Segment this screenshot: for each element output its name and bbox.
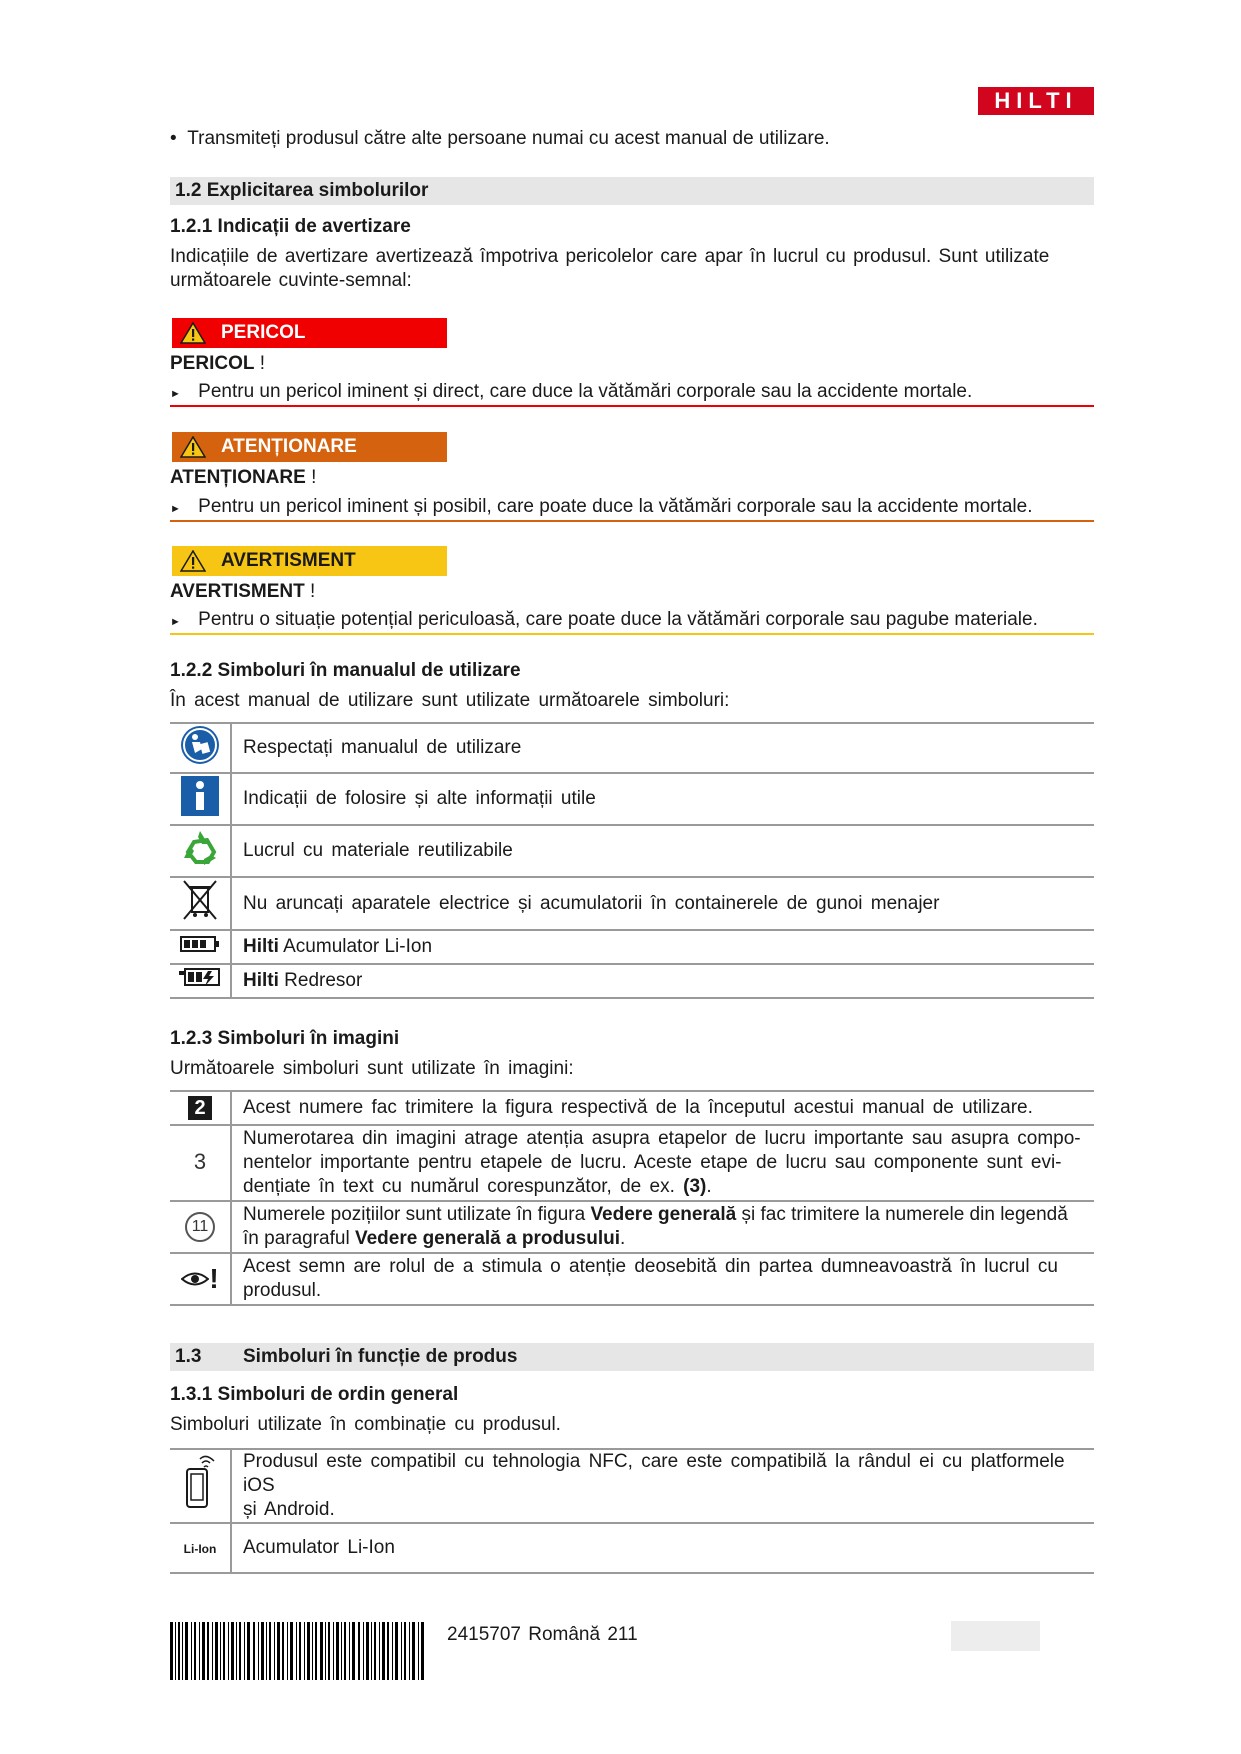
text-fragment: .	[706, 1176, 712, 1197]
text-line	[243, 1175, 1094, 1199]
position-number-icon: 11	[185, 1212, 215, 1242]
table-row	[170, 964, 1094, 998]
section-1-2-3-intro: Următoarele simboluri sunt utilizate în imagini:	[170, 1058, 574, 1079]
table-row	[170, 1091, 1094, 1125]
symbol-cell	[170, 1253, 231, 1305]
barcode	[170, 1622, 424, 1680]
warning-heading-suffix: !	[305, 467, 317, 488]
text-line: Produsul este compatibil cu tehnologia NFC, care este compatibilă la rândul ei cu platformele iOS	[243, 1451, 1065, 1496]
symbol-description: Nu aruncați aparatele electrice și acumulatorii în containerele de gunoi menajer	[231, 877, 1094, 930]
arrow-bullet-icon: ►	[170, 616, 181, 628]
text-fragment-bold: Vedere generală	[590, 1204, 737, 1225]
arrow-bullet-icon: ►	[170, 388, 181, 400]
warning-heading	[170, 466, 316, 490]
symbol-description: Acumulator Li-Ion	[231, 1523, 1094, 1573]
text-fragment: în paragraful	[243, 1228, 355, 1249]
table-row	[170, 723, 1094, 773]
danger-description	[170, 380, 972, 406]
danger-label-bar	[172, 318, 447, 348]
charger-icon	[178, 967, 222, 989]
symbol-cell	[170, 825, 231, 877]
table-row	[170, 1523, 1094, 1573]
section-1-2-1-line2: următoarele cuvinte-semnal:	[170, 270, 412, 291]
danger-heading-suffix: !	[254, 353, 266, 374]
caution-heading-suffix: !	[304, 581, 316, 602]
caution-text: Pentru o situație potențial periculoasă, care poate duce la vătămări corporale sau pagube materiale.	[198, 609, 1038, 630]
text-line: produsul.	[243, 1280, 322, 1301]
step-number-icon: 3	[193, 1149, 207, 1174]
text-line: Numerotarea din imagini atrage atenția asupra etapelor de lucru importante sau asupra compo-	[243, 1128, 1081, 1149]
table-row	[170, 773, 1094, 825]
symbol-cell	[170, 1523, 231, 1573]
recycle-icon	[180, 828, 220, 868]
symbol-description	[231, 964, 1094, 998]
section-1-2-1-line1: Indicațiile de avertizare avertizează împotriva pericolelor care apar în lucrul cu produsul. Sunt utilizate	[170, 246, 1050, 267]
warning-heading-word: ATENȚIONARE	[170, 467, 306, 488]
table-row	[170, 877, 1094, 930]
symbol-cell	[170, 1201, 231, 1253]
symbol-description	[231, 1449, 1094, 1523]
text-line	[243, 1203, 1094, 1227]
figure-number-icon: 2	[188, 1096, 212, 1120]
crossed-bin-icon	[181, 878, 219, 922]
attention-eye-icon	[181, 1270, 209, 1288]
text-line: Acest semn are rolul de a stimula o atenție deosebită din partea dumneavoastră în lucrul cu	[243, 1256, 1058, 1277]
symbol-description	[231, 930, 1094, 964]
symbol-cell	[170, 1091, 231, 1125]
table-row	[170, 930, 1094, 964]
warning-label: ATENȚIONARE	[221, 436, 357, 457]
image-symbols-table	[170, 1090, 1094, 1306]
danger-heading	[170, 352, 265, 376]
intro-bullet-text: Transmiteți produsul către alte persoane numai cu acest manual de utilizare.	[187, 128, 830, 149]
warning-triangle-icon	[180, 436, 206, 458]
symbol-cell	[170, 723, 231, 773]
battery-icon	[180, 935, 220, 953]
text-line	[243, 1227, 1094, 1251]
symbol-description: Respectați manualul de utilizare	[231, 723, 1094, 773]
symbol-cell	[170, 773, 231, 825]
symbol-description	[231, 1253, 1094, 1305]
intro-bullet	[170, 127, 830, 151]
page-tab-marker	[951, 1621, 1040, 1651]
text-fragment: Numerele pozițiilor sunt utilizate în figura	[243, 1204, 591, 1225]
symbol-description	[231, 1125, 1094, 1201]
section-1-3-1-intro: Simboluri utilizate în combinație cu produsul.	[170, 1414, 561, 1435]
arrow-bullet-icon: ►	[170, 503, 181, 515]
section-1-2-3-title: 1.2.3 Simboluri în imagini	[170, 1028, 400, 1049]
text-fragment: .	[620, 1228, 626, 1249]
section-1-3-title: Simboluri în funcție de produs	[243, 1346, 518, 1367]
section-1-2-1-title: 1.2.1 Indicații de avertizare	[170, 216, 411, 237]
text-fragment-bold: Vedere generală a produsului	[354, 1228, 621, 1249]
warning-text: Pentru un pericol iminent și posibil, care poate duce la vătămări corporale sau la accidente mortale.	[198, 496, 1033, 517]
danger-text: Pentru un pericol iminent și direct, care duce la vătămări corporale sau la accidente mortale.	[198, 381, 973, 402]
caution-label: AVERTISMENT	[221, 550, 356, 571]
table-row	[170, 1201, 1094, 1253]
warning-rule	[170, 520, 1094, 522]
brand-name: Hilti	[243, 970, 279, 991]
caution-description	[170, 608, 1038, 634]
symbol-cell	[170, 930, 231, 964]
table-row	[170, 1449, 1094, 1523]
symbol-cell	[170, 1125, 231, 1201]
caution-rule	[170, 633, 1094, 635]
nfc-icon	[182, 1455, 218, 1511]
symbol-text: Redresor	[278, 970, 363, 991]
table-row	[170, 1253, 1094, 1305]
caution-heading	[170, 580, 315, 604]
product-symbols-table	[170, 1448, 1094, 1574]
danger-rule	[170, 405, 1094, 407]
danger-label: PERICOL	[221, 322, 306, 343]
brand-name: Hilti	[243, 936, 279, 957]
warning-triangle-icon	[180, 550, 206, 572]
symbol-description: Lucrul cu materiale reutilizabile	[231, 825, 1094, 877]
symbol-description: Indicații de folosire și alte informații utile	[231, 773, 1094, 825]
manual-symbols-table	[170, 722, 1094, 999]
warning-description	[170, 495, 1033, 521]
bullet-dot: •	[170, 128, 188, 149]
text-line: și Android.	[243, 1499, 335, 1520]
table-row	[170, 1125, 1094, 1201]
section-1-3-1-title: 1.3.1 Simboluri de ordin general	[170, 1384, 459, 1405]
section-1-3-number: 1.3	[175, 1346, 202, 1367]
manual-icon	[180, 725, 220, 765]
table-row	[170, 825, 1094, 877]
section-1-2-1-text	[170, 245, 1110, 293]
footer-text: 2415707 Română 211	[447, 1624, 638, 1645]
symbol-cell	[170, 877, 231, 930]
section-1-2-title: 1.2 Explicitarea simbolurilor	[175, 180, 429, 201]
text-line: nentelor importante pentru etapele de lucru. Aceste etape de lucru sau componente sunt evi-	[243, 1152, 1062, 1173]
li-ion-icon: Li-Ion	[183, 1541, 217, 1556]
section-1-2-2-title: 1.2.2 Simboluri în manualul de utilizare	[170, 660, 521, 681]
section-1-2-2-intro: În acest manual de utilizare sunt utilizate următoarele simboluri:	[170, 690, 730, 711]
hilti-logo: HILTI	[978, 87, 1094, 115]
exclamation-icon: !	[209, 1262, 219, 1294]
section-1-3-header	[170, 1343, 1094, 1371]
symbol-text: Acumulator Li-Ion	[278, 936, 433, 957]
warning-label-bar	[172, 432, 447, 462]
danger-heading-word: PERICOL	[170, 353, 255, 374]
symbol-cell	[170, 1449, 231, 1523]
symbol-cell	[170, 964, 231, 998]
symbol-description: Acest numere fac trimitere la figura respectivă de la începutul acestui manual de utilizare.	[231, 1091, 1094, 1125]
caution-label-bar	[172, 546, 447, 576]
info-icon	[181, 776, 219, 816]
section-1-2-header	[170, 177, 1094, 205]
caution-heading-word: AVERTISMENT	[170, 581, 305, 602]
symbol-description	[231, 1201, 1094, 1253]
text-fragment: dențiate în text cu numărul corespunzător, de ex.	[243, 1176, 684, 1197]
warning-triangle-icon	[180, 322, 206, 344]
text-fragment-bold: (3)	[683, 1176, 707, 1197]
text-fragment: și fac trimitere la numerele din legendă	[736, 1204, 1068, 1225]
